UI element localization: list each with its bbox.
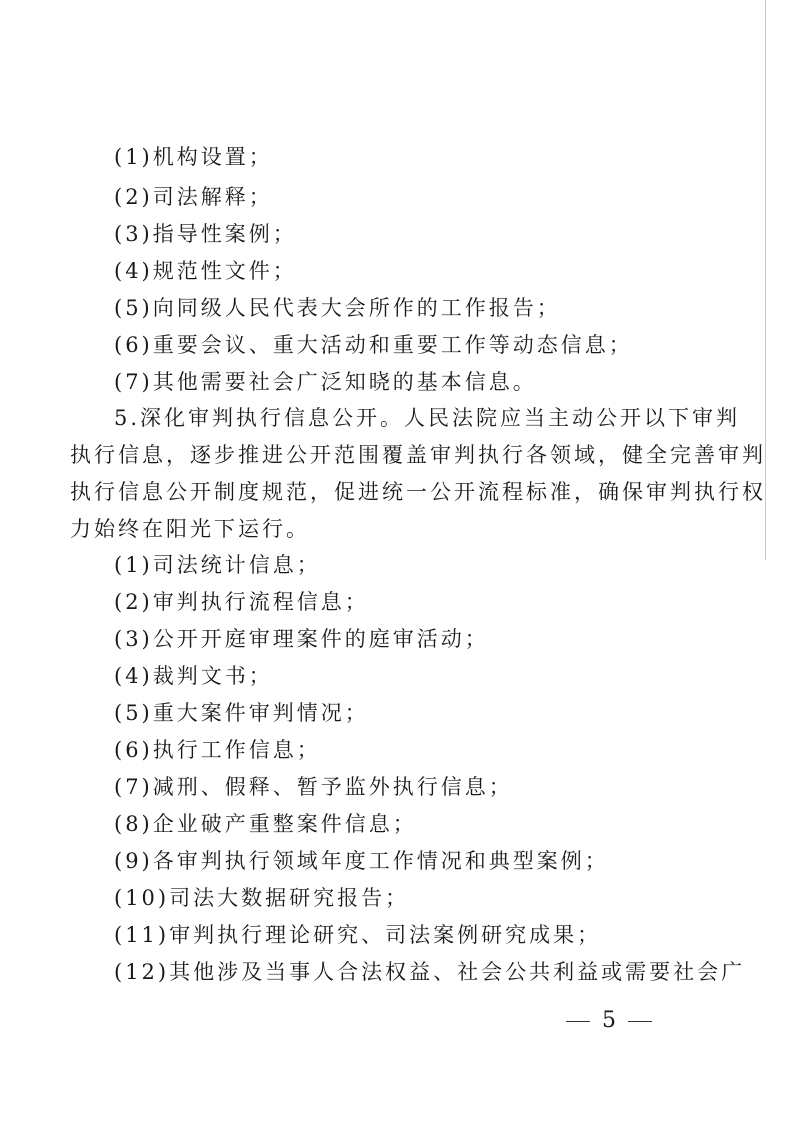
- list-item: (11)审判执行理论研究、司法案例研究成果；: [114, 923, 602, 947]
- list-item: (4)裁判文书；: [114, 664, 273, 688]
- list-item: (7)减刑、假释、暂予监外执行信息；: [114, 775, 513, 799]
- page-number-footer: [566, 1006, 652, 1036]
- list-item: (4)规范性文件；: [114, 259, 297, 283]
- paragraph-line: 力始终在阳光下运行。: [70, 517, 310, 541]
- footer-dash-left: [566, 1021, 590, 1022]
- list-item: (3)指导性案例；: [114, 222, 297, 246]
- list-item: (5)向同级人民代表大会所作的工作报告；: [114, 296, 561, 320]
- list-item: (1)司法统计信息；: [114, 553, 321, 577]
- list-item: (12)其他涉及当事人合法权益、社会公共利益或需要社会广: [114, 960, 746, 984]
- list-item: (7)其他需要社会广泛知晓的基本信息。: [114, 370, 537, 394]
- scan-edge-line: [765, 0, 766, 560]
- list-item: (1)机构设置；: [114, 145, 273, 169]
- paragraph-line: 执行信息，逐步推进公开范围覆盖审判执行各领域，健全完善审判: [70, 443, 766, 467]
- list-item: (6)执行工作信息；: [114, 738, 321, 762]
- list-item: (10)司法大数据研究报告；: [114, 886, 410, 910]
- list-item: (6)重要会议、重大活动和重要工作等动态信息；: [114, 333, 633, 357]
- page-number: 5: [602, 1008, 616, 1033]
- paragraph-line: 执行信息公开制度规范，促进统一公开流程标准，确保审判执行权: [70, 480, 766, 504]
- list-item: (5)重大案件审判情况；: [114, 701, 369, 725]
- list-item: (2)司法解释；: [114, 185, 273, 209]
- list-item: (3)公开开庭审理案件的庭审活动；: [114, 627, 489, 651]
- list-item: (2)审判执行流程信息；: [114, 590, 369, 614]
- section-heading-line: 5.深化审判执行信息公开。人民法院应当主动公开以下审判: [114, 406, 741, 430]
- footer-dash-right: [628, 1021, 652, 1022]
- list-item: (8)企业破产重整案件信息；: [114, 812, 417, 836]
- list-item: (9)各审判执行领域年度工作情况和典型案例；: [114, 849, 609, 873]
